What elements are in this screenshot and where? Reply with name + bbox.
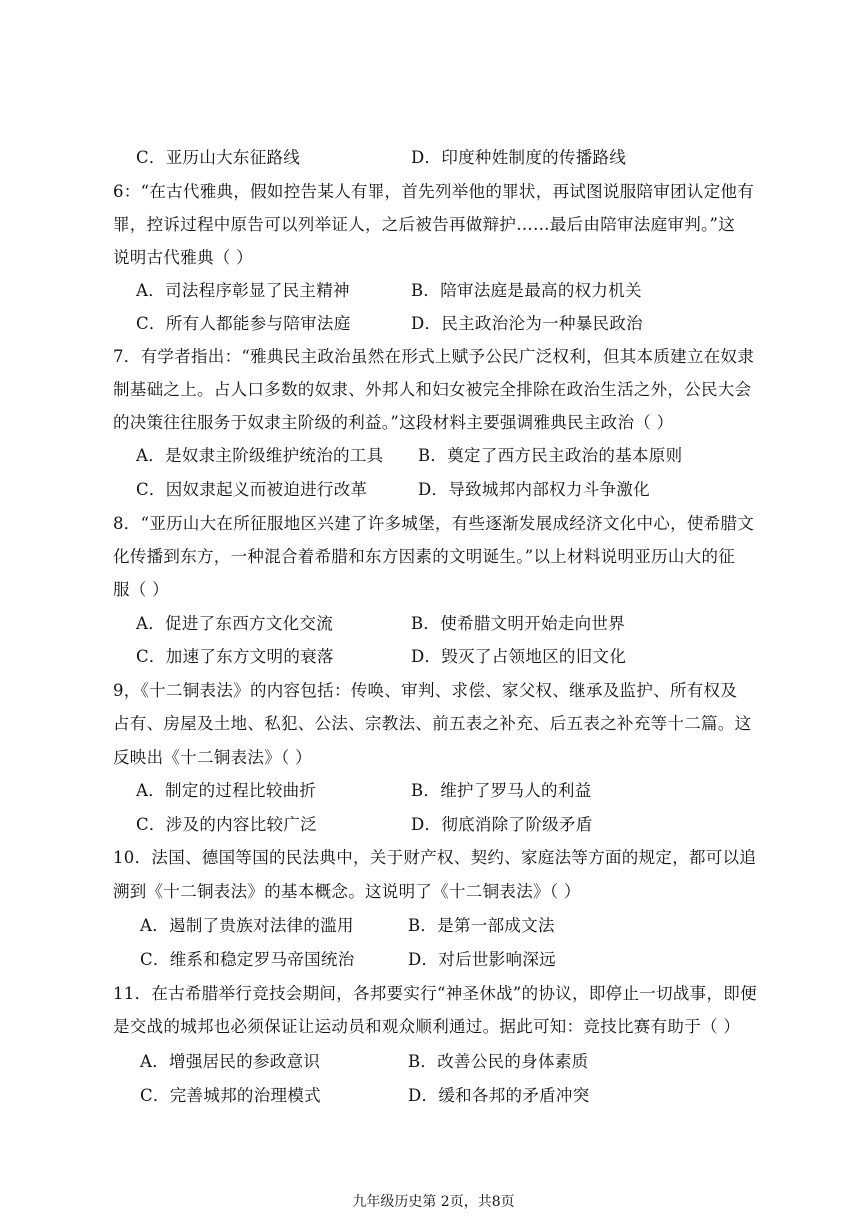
q9-option-d: D．彻底消除了阶级矛盾 xyxy=(411,815,593,834)
q5-option-c: C．亚历山大东征路线 xyxy=(136,148,301,167)
q8-stem-line-2: 化传播到东方，一种混合着希腊和东方因素的文明诞生。”以上材料说明亚历山大的征 xyxy=(113,547,736,566)
q10-option-c: C．维系和稳定罗马帝国统治 xyxy=(140,950,355,969)
q11-stem-line-1: 11．在古希腊举行竞技会期间，各邦要实行“神圣休战”的协议，即停止一切战事，即便 xyxy=(113,984,757,1003)
q8-option-a: A．促进了东西方文化交流 xyxy=(136,614,334,633)
q7-option-d: D．导致城邦内部权力斗争激化 xyxy=(418,480,650,499)
q10-stem-line-2: 溯到《十二铜表法》的基本概念。这说明了《十二铜表法》（ ） xyxy=(113,882,581,901)
q6-stem-line-1: 6：“在古代雅典，假如控告某人有罪，首先列举他的罪状，再试图说服陪审团认定他有 xyxy=(113,182,755,201)
q6-option-d: D．民主政治沦为一种暴民政治 xyxy=(411,314,643,333)
page-footer: 九年级历史第 2页，共8页 xyxy=(352,1194,515,1210)
q7-stem-line-2: 制基础之上。占人口多数的奴隶、外邦人和妇女被完全排除在政治生活之外，公民大会 xyxy=(113,380,752,399)
q8-option-c: C．加速了东方文明的衰落 xyxy=(136,647,334,666)
q9-option-b: B．维护了罗马人的利益 xyxy=(411,781,592,800)
q10-option-d: D．对后世影响深远 xyxy=(408,950,556,969)
q9-option-c: C．涉及的内容比较广泛 xyxy=(136,815,317,834)
q7-stem-line-1: 7．有学者指出：“雅典民主政治虽然在形式上赋予公民广泛权利，但其本质建立在奴隶 xyxy=(113,347,755,366)
q11-option-d: D．缓和各邦的矛盾冲突 xyxy=(408,1086,590,1105)
q7-option-b: B．奠定了西方民主政治的基本原则 xyxy=(418,446,683,465)
q7-option-c: C．因奴隶起义而被迫进行改革 xyxy=(136,480,368,499)
q7-stem-line-3: 的决策往往服务于奴隶主阶级的利益。”这段材料主要强调雅典民主政治（ ） xyxy=(113,413,674,432)
q10-stem-line-1: 10．法国、德国等国的民法典中，关于财产权、契约、家庭法等方面的规定，都可以追 xyxy=(113,848,757,867)
q6-stem-line-3: 说明古代雅典（ ） xyxy=(113,248,253,267)
q11-option-c: C．完善城邦的治理模式 xyxy=(140,1086,321,1105)
q10-option-a: A．遏制了贵族对法律的滥用 xyxy=(140,916,354,935)
q6-stem-line-2: 罪，控诉过程中原告可以列举证人，之后被告再做辩护……最后由陪审法庭审判。”这 xyxy=(113,215,736,234)
q8-stem-line-3: 服（ ） xyxy=(113,580,169,599)
q5-option-d: D．印度种姓制度的传播路线 xyxy=(411,148,627,167)
q9-option-a: A．制定的过程比较曲折 xyxy=(136,781,317,800)
q9-stem-line-3: 反映出《十二铜表法》（ ） xyxy=(113,748,312,767)
q6-option-c: C．所有人都能参与陪审法庭 xyxy=(136,314,351,333)
q11-option-b: B．改善公民的身体素质 xyxy=(408,1052,589,1071)
q8-stem-line-1: 8．“亚历山大在所征服地区兴建了许多城堡，有些逐渐发展成经济文化中心，使希腊文 xyxy=(113,514,755,533)
q6-option-a: A．司法程序彰显了民主精神 xyxy=(136,281,350,300)
q11-stem-line-2: 是交战的城邦也必须保证让运动员和观众顺利通过。据此可知：竞技比赛有助于（ ） xyxy=(113,1017,741,1036)
q10-option-b: B．是第一部成文法 xyxy=(408,916,555,935)
q8-option-d: D．毁灭了占领地区的旧文化 xyxy=(411,647,627,666)
q9-stem-line-2: 占有、房屋及土地、私犯、公法、宗教法、前五表之补充、后五表之补充等十二篇。这 xyxy=(113,714,752,733)
q7-option-a: A．是奴隶主阶级维护统治的工具 xyxy=(136,446,384,465)
q6-option-b: B．陪审法庭是最高的权力机关 xyxy=(411,281,642,300)
q8-option-b: B．使希腊文明开始走向世界 xyxy=(411,614,626,633)
q11-option-a: A．增强居民的参政意识 xyxy=(140,1052,321,1071)
q9-stem-line-1: 9，《十二铜表法》的内容包括：传唤、审判、求偿、家父权、继承及监护、所有权及 xyxy=(113,681,738,700)
